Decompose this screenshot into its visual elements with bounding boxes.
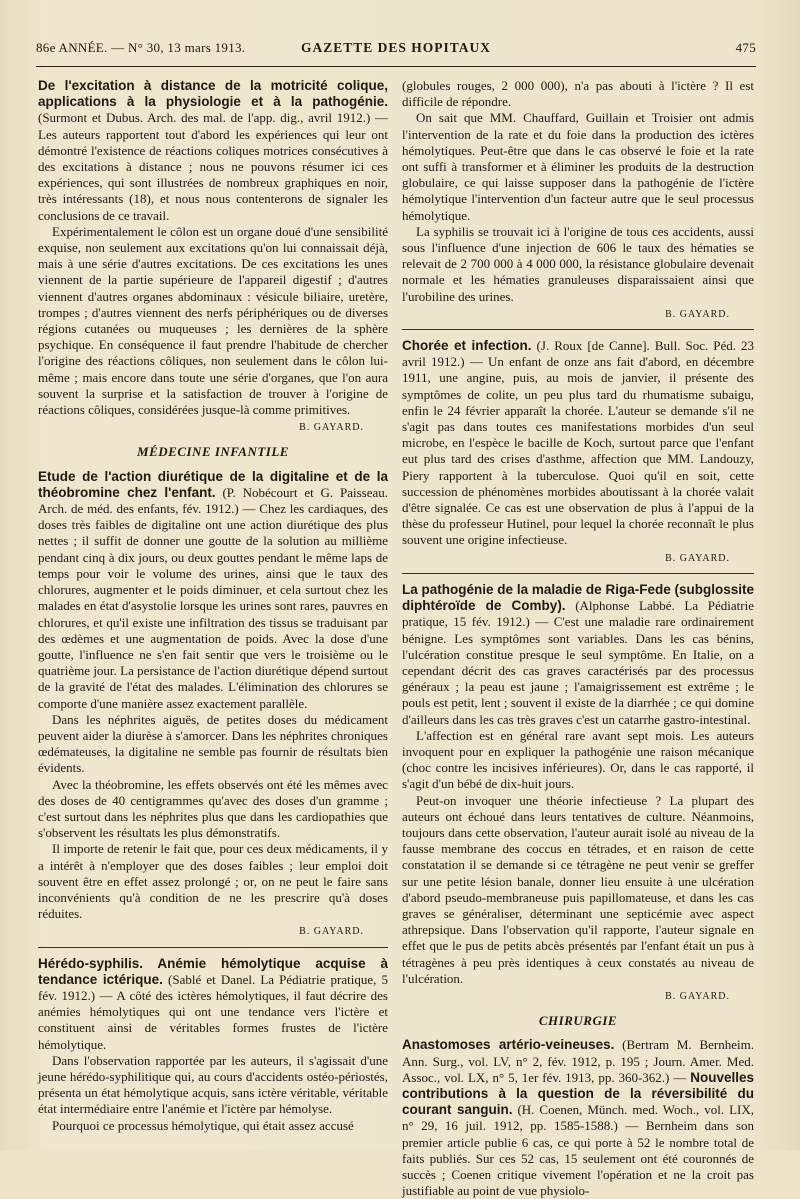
- article-body: [402, 582, 754, 728]
- issue-info: 86e ANNÉE. — N° 30, 13 mars 1913.: [36, 40, 246, 55]
- journal-title: GAZETTE DES HOPITAUX: [300, 40, 492, 55]
- article-citation: (J. Roux [de Canne]. Bull. Soc. Péd. 23 avril 1912.) —: [402, 338, 755, 370]
- article-motricite-colique: [38, 78, 388, 436]
- article-paragraph: L'affection est en général rare avant sept mois. Les auteurs invoquent pour en expliquer la pathogénie une raison mécanique (choc contre les incisives inférieures). Or, dans le cas rapporté, il s'agit d'un bébé de dix-huit jours.: [402, 727, 754, 792]
- article-citation: (Alphonse Labbé. La Pédiatrie pratique, 15 fév. 1912.) —: [402, 598, 754, 630]
- article-divider: [402, 329, 754, 330]
- article-title: Nouvelles contributions à la question de la réversibilité du courant sanguin.: [402, 1069, 754, 1118]
- article-title: De l'excitation à distance de la motricité colique, applications à la physiologie et à la pathogénie.: [38, 78, 388, 110]
- section-heading: CHIRURGIE: [538, 1013, 618, 1029]
- article-paragraph: Expérimentalement le côlon est un organe doué d'une sensibilité exquise, non seulement aux excitations qu'on lui connaissait déjà, mais à une série d'autres excitations. De ces excitations les unes viennent de la partie supérieure de l'appareil digestif ; d'autres viennent d'autres organes abdominaux : vésicule biliaire, uretère, trompes ; d'autres viennent des nerfs périphériques ou de diverses régions cutanées ou muqueuses ; les dernières de la sphère psychique. En conséquence il faut prendre l'habitude de chercher l'origine des réactions côliques, non seulement dans le côlon lui-même ; mais encore dans toute une série d'organes, que l'on aura souvent la surprise et la satisfaction de trouver à l'origine de réactions côliques, considérées jusque-là comme primitives.: [38, 223, 388, 418]
- article-citation: (Sablé et Danel. La Pédiatrie pratique, 5 fév. 1912.) —: [38, 971, 388, 1003]
- author-signature: B. GAYARD.: [299, 926, 364, 938]
- article-title: La pathogénie de la maladie de Riga-Fede (subglossite diphtéroïde de Comby).: [402, 581, 754, 614]
- article-text: Les auteurs rapportent tout d'abord les expériences qui leur ont démontré l'existence de réactions coliques motrices consécutives à des excitations à distance ; nous ne pouvons résumer ici ces expériences, qui sont illustrées de nombreux graphiques en noir, très intéressants (18), et nous nous contenterons de signaler les conclusions de ce travail.: [38, 126, 388, 223]
- author-signature: B. GAYARD.: [299, 422, 364, 434]
- article-paragraph: Avec la théobromine, les effets observés ont été les mêmes avec des doses de 40 centigrammes qu'avec des doses d'un gramme ; c'est surtout dans les néphrites plus que dans les cardiopathies que s'observent les résultats les plus démonstratifs.: [38, 776, 388, 841]
- article-text: A côté des ictères hémolytiques, il faut décrire des anémies hémolytiques qui ont une tendance vers l'ictère et constituent ainsi de véritables formes frustes de l'ictère hémolytique.: [38, 987, 388, 1052]
- article-citation: (H. Coenen, Münch. med. Woch., vol. LIX, n° 29, 16 juil. 1912, pp. 1585-1588.) —: [402, 1102, 754, 1134]
- section-heading: MÉDECINE INFANTILE: [137, 444, 289, 460]
- author-signature: B. GAYARD.: [665, 308, 730, 320]
- article-citation: (Surmont et Dubus. Arch. des mal. de l'app. dig., avril 1912.) —: [38, 110, 388, 126]
- article-paragraph: Il importe de retenir le fait que, pour ces deux médicaments, il y a intérêt à n'employer que des doses faibles ; leur emploi doit souvent être en effet assez prolongé ; or, on ne peut le faire sans inconvénients qu'à condition de ne les prescrire qu'à doses réduites.: [38, 841, 388, 922]
- article-paragraph: On sait que MM. Chauffard, Guillain et Troisier ont admis l'intervention de la rate et du foie dans la production des ictères hémolytiques. Peut-être que dans le cas observé le foie et la rate ont suffi à transformer et à éliminer les produits de la destruction globulaire, ce qui laisse supposer dans la pathogénie de l'ictère hémolytique l'intervention d'un facteur autre que le seul processus hémolytique.: [402, 110, 754, 223]
- article-paragraph: Peut-on invoquer une théorie infectieuse ? La plupart des auteurs ont échoué dans leurs tentatives de culture. Néanmoins, toujours dans cette observation, l'auteur aurait isolé au niveau de la fausse membrane des coccus en tétrades, et en raison de cette constatation il se demande si ce tétragène ne peut venir se greffer sur une petite lésion banale, donner lieu ensuite à une ulcération d'abord pseudo-membraneuse puis papillomateuse, et dans les cas graves se généraliser, déterminant une septicémie avec aspect athrepsique. Dans l'observation qu'il rapporte, l'auteur signale en effet que le pus de petits abcès présentés par l'enfant était un pus à tétragènes à peu près identiques à ceux constatés au niveau de l'ulcération.: [402, 792, 754, 986]
- article-anastomoses: [402, 1037, 754, 1199]
- article-title: Hérédo-syphilis. Anémie hémolytique acquise à tendance ictérique.: [38, 955, 388, 987]
- article-text: Un enfant de onze ans fait d'abord, en décembre 1911, une angine, puis, au mois de janvier, il présente des symptômes de colite, un peu plus tard du rhumatisme subaigu, enfin le 24 février apparaît la chorée. L'auteur se demande s'il ne s'agit pas dans toutes ces manifestations morbides d'un seul microbe, en l'espèce le bacille de Koch, surtout parce que l'enfant eut plus tard des crises d'asthme, affection que MM. Landouzy, Piery rapportent à la tuberculose. Quoi qu'il en soit, cette succession de phénomènes morbides aboutissant à la chorée valait d'être signalée. Ce cas est une observation de plus à l'appui de la thèse du professeur Hutinel, pour lequel la chorée reconnaît le plus souvent une origine infectieuse.: [402, 354, 754, 548]
- article-text: C'est une maladie rare ordinairement bénigne. Les symptômes sont variables. Dans les cas bénins, l'ulcération constitue presque le seul symptôme. En Italie, on a cependant décrit des cas graves caractérisés par des processus généraux ; la peau est jaune ; l'amaigrissement est extrême ; le pouls est petit, lent ; souvent il existe de la diarrhée ; ce qui domine d'ailleurs dans les cas très graves c'est un catarrhe gastro-intestinal.: [402, 614, 754, 727]
- article-citation: (Bertram M. Bernheim. Ann. Surg., vol. LV, n° 2, fév. 1912, p. 195 ; Journ. Amer. Med. Assoc., vol. LX, n° 5, 1er fév. 1913, pp. 360-362.) —: [402, 1037, 754, 1085]
- article-divider: [38, 947, 388, 948]
- right-column: [402, 78, 755, 1199]
- article-paragraph: Pourquoi ce processus hémolytique, qui était assez accusé: [52, 1117, 354, 1133]
- article-heredo-syphilis: [38, 956, 388, 1134]
- article-title: Chorée et infection.: [402, 338, 532, 354]
- article-digitaline: [38, 469, 388, 941]
- author-signature: B. GAYARD.: [665, 990, 730, 1002]
- article-body: [38, 469, 388, 712]
- article-paragraph: Dans l'observation rapportée par les auteurs, il s'agissait d'une jeune hérédo-syphilitique qui, au cours d'accidents ostéo-périostés, présenta un état hémolytique acquis, sans ictère véritable, véritable état intermédiaire entre l'anémie et l'ictère par hémolyse.: [38, 1052, 388, 1117]
- article-divider: [402, 573, 754, 574]
- article-paragraph: (globules rouges, 2 000 000), n'a pas abouti à l'ictère ? Il est difficile de répondre.: [402, 78, 754, 110]
- author-signature: B. GAYARD.: [665, 552, 730, 564]
- article-paragraph: Dans les néphrites aiguës, de petites doses du médicament peuvent aider la diurèse à s'amorcer. Dans les néphrites chroniques œdémateuses, la digitaline ne semble pas fournir de résultats bien évidents.: [38, 711, 388, 776]
- article-title: Anastomoses artério-veineuses.: [402, 1037, 615, 1053]
- page-number: 475: [735, 40, 756, 55]
- article-heredo-syphilis-continued: [402, 78, 754, 323]
- page-header: [36, 40, 756, 64]
- article-title: Etude de l'action diurétique de la digitaline et de la théobromine chez l'enfant.: [38, 468, 388, 500]
- article-text: Chez les cardiaques, des doses très faibles de digitaline ont une action diurétique des plus nettes ; il suffit de donner une goutte de la solution au millième pendant cinq à dix jours, ou deux gouttes pendant le même laps de temps pour voir le volume des urines, ainsi que le taux des chlorures, augmenter et le poids diminuer, et cela surtout chez les malades en état d'asystolie lorsque les urines sont rares, pauvres en chlorures, et qu'il existe une infiltration des tissus se traduisant par des œdèmes et une augmentation de poids. Avec la dose d'une goutte, l'influence ne s'en fait sentir que vers le troisième ou le quatrième jour. La persistance de l'action diurétique dépend surtout de la gravité de l'état des malades. L'élimination des chlorures se comporte d'une manière assez exactement parallèle.: [38, 501, 389, 711]
- article-choree: [402, 338, 754, 567]
- article-body: [402, 1037, 754, 1199]
- left-column: [38, 78, 388, 1138]
- article-body: [38, 956, 388, 1053]
- article-body: [402, 338, 754, 549]
- article-citation: (P. Nobécourt et G. Paisseau. Arch. de méd. des enfants, fév. 1912.) —: [38, 484, 388, 517]
- article-text: Bernheim dans son premier article publie 6 cas, ce qui porte à 52 le nombre total de faits publiés. Sur ces 52 cas, 15 seulement ont été couronnés de succès ; Coenen critique vivement l'opération et ne la croit pas justifiable au point de vue physiolo-: [402, 1118, 754, 1199]
- article-riga-fede: [402, 582, 754, 1005]
- article-paragraph: La syphilis se trouvait ici à l'origine de tous ces accidents, aussi sous l'influence d'une injection de 606 le taux des hématies se relevait de 2 700 000 à 4 000 000, la résistance globulaire devenait normale et les hématies granuleuses disparaissaient ainsi que l'urobiline des urines.: [402, 223, 754, 304]
- article-body: [38, 78, 388, 224]
- header-rule: [36, 66, 756, 67]
